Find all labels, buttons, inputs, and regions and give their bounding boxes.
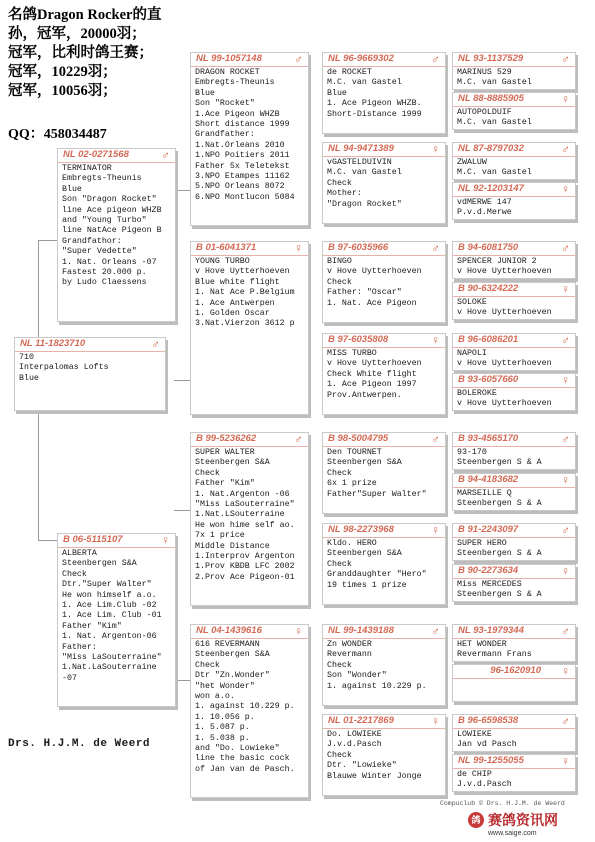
pigeon-line: Den TOURNET (327, 448, 382, 457)
pigeon-line: M.C. van Gastel (327, 168, 402, 178)
pigeon-line: Fastest 20.000 p. (62, 268, 147, 278)
pigeon-details (323, 157, 445, 212)
pigeon-details (453, 679, 575, 682)
pigeon-details (453, 538, 575, 561)
male-symbol-icon: ♂ (561, 523, 570, 537)
ring-number: NL 94-9471389 (328, 143, 394, 155)
pigeon-line: Steenbergen S & A (457, 549, 542, 559)
pigeon-line: Steenbergen S&A (195, 458, 270, 468)
pigeon-details (323, 67, 445, 122)
male-symbol-icon: ♂ (561, 432, 570, 446)
pigeon-line: J.v.d.Pasch (457, 780, 512, 790)
pigeon-line: 1. against 10.229 p. (195, 702, 295, 712)
pigeon-line: Check (327, 468, 352, 478)
pedigree-card-gen5 (452, 664, 576, 702)
ring-number: B 97-6035808 (328, 334, 389, 346)
pigeon-line: ALBERTA (62, 549, 97, 558)
pigeon-line: 1.Ace Pigeon WHZB (195, 109, 280, 119)
female-symbol-icon: ♀ (431, 142, 440, 156)
pigeon-details (323, 538, 445, 593)
female-symbol-icon: ♀ (561, 373, 570, 387)
pigeon-line: P.v.d.Merwe (457, 208, 512, 218)
pedigree-card-gen5 (452, 523, 576, 561)
pigeon-line: DRAGON ROCKET (195, 68, 260, 77)
pigeon-details (323, 729, 445, 784)
pedigree-card-gen5 (452, 473, 576, 511)
pigeon-line: v Hove Uytterhoeven (457, 308, 552, 318)
ring-number: B 94-6081750 (458, 242, 519, 254)
ring-number: B 97-6035966 (328, 242, 389, 254)
pigeon-line: 1. Nat. Ace Pigeon (327, 298, 417, 308)
pedigree-card-gen4 (322, 142, 446, 224)
pigeon-line: BOLEROKE (457, 389, 497, 398)
ring-number: B 91-2243097 (458, 524, 519, 536)
pigeon-line: and "Do. Lowieke" (195, 744, 280, 754)
pigeon-line: NAPOLI (457, 349, 487, 358)
pigeon-details (453, 639, 575, 662)
pedigree-card-gen4 (322, 432, 446, 514)
copyright-text: Compuclub © Drs. H.J.M. de Weerd (440, 800, 565, 807)
pigeon-line: AUTOPOLDUIF (457, 108, 512, 117)
pigeon-line: Check (327, 559, 352, 569)
male-symbol-icon: ♂ (431, 52, 440, 66)
male-symbol-icon: ♂ (431, 624, 440, 638)
watermark-url: www.saige.com (488, 830, 537, 837)
pigeon-line: 1.Nat.LSouterraine (195, 510, 285, 520)
pigeon-line: 710 (19, 353, 34, 362)
ring-number: B 90-6324222 (458, 283, 519, 295)
pedigree-card-gen4 (322, 523, 446, 605)
pigeon-line: Blue (195, 88, 215, 98)
male-symbol-icon: ♂ (561, 142, 570, 156)
pigeon-line: 1.Prov KBDB LFC 2002 (195, 562, 295, 572)
ring-number: B 96-6598538 (458, 715, 519, 727)
pigeon-line: 6.NPO Montlucon 5084 (195, 192, 295, 202)
pigeon-details (453, 197, 575, 220)
pigeon-line: Check (195, 660, 220, 670)
pigeon-line: YOUNG TURBO (195, 257, 250, 266)
female-symbol-icon: ♀ (561, 92, 570, 106)
pedigree-card-sire (57, 148, 176, 322)
pigeon-line: Steenbergen S & A (457, 590, 542, 600)
pigeon-line: MARSEILLE Q (457, 489, 512, 498)
watermark-title: 赛鸽资讯网 (488, 812, 558, 828)
pigeon-line: vGASTELDUIVIN (327, 158, 392, 167)
header-line: 冠军，10056羽； (8, 83, 117, 99)
pedigree-card-gen5 (452, 564, 576, 602)
male-symbol-icon: ♂ (561, 241, 570, 255)
female-symbol-icon: ♀ (161, 533, 170, 547)
pedigree-card-gen5 (452, 92, 576, 130)
ring-number: NL 99-1439188 (328, 625, 394, 637)
pigeon-line: M.C. van Gastel (457, 78, 532, 88)
pigeon-line: 5.NPO Orleans 8072 (195, 182, 285, 192)
pigeon-line: Dtr "Zn.Wonder" (195, 671, 270, 681)
pigeon-line: v Hove Uytterhoeven (457, 267, 552, 277)
pigeon-line: 1. Ace Pigeon 1997 (327, 380, 417, 390)
pigeon-line: "het Wonder" (195, 681, 255, 691)
pigeon-line: Steenbergen S&A (195, 650, 270, 660)
female-symbol-icon: ♀ (561, 664, 570, 678)
pigeon-line: 1. Ace Lim. Club -01 (62, 611, 162, 621)
female-symbol-icon: ♀ (561, 564, 570, 578)
pigeon-line: 1. Nat. Orleans -07 (62, 257, 157, 267)
pedigree-card-gen4 (322, 624, 446, 706)
pigeon-details (453, 256, 575, 279)
connector (174, 380, 190, 381)
ring-number: B 01-6041371 (196, 242, 257, 254)
pigeon-line: BINGO (327, 257, 352, 266)
qq-contact: QQ：458034487 (8, 127, 107, 142)
pigeon-line: 1.Nat.LaSouterraine (62, 663, 157, 673)
pigeon-line: 7x 1 price (195, 531, 245, 541)
pedigree-card-gen5 (452, 333, 576, 371)
ring-number: B 98-5004795 (328, 433, 389, 445)
pigeon-line: Steenbergen S&A (327, 549, 402, 559)
male-symbol-icon: ♂ (561, 624, 570, 638)
pedigree-card-gen4 (322, 714, 446, 796)
pigeon-line: Revermann Frans (457, 650, 532, 660)
pigeon-line: Father: (62, 642, 97, 652)
pedigree-card-gen5 (452, 241, 576, 279)
pigeon-line: J.v.d.Pasch (327, 740, 382, 750)
pigeon-line: Zn WONDER (327, 640, 372, 649)
male-symbol-icon: ♂ (561, 333, 570, 347)
male-symbol-icon: ♂ (431, 432, 440, 446)
header-line: 名鸽Dragon Rocker的直 (8, 7, 162, 23)
female-symbol-icon: ♀ (431, 333, 440, 347)
pigeon-line: 93-170 (457, 448, 487, 457)
site-logo-icon: 鸽 (468, 812, 484, 828)
female-symbol-icon: ♀ (561, 754, 570, 768)
ring-number: NL 11-1823710 (20, 338, 86, 350)
pedigree-card-gen5 (452, 754, 576, 792)
pigeon-details (323, 348, 445, 403)
pigeon-details (323, 639, 445, 694)
pigeon-line: He won himself a.o. (62, 590, 157, 600)
male-symbol-icon: ♂ (151, 337, 160, 351)
male-symbol-icon: ♂ (561, 52, 570, 66)
ring-number: B 93-4565170 (458, 433, 519, 445)
pigeon-line: Jan vd Pasch (457, 740, 517, 750)
pigeon-line: Check (195, 468, 220, 478)
pigeon-line: de CHIP (457, 770, 492, 779)
pigeon-line: Father: "Oscar" (327, 288, 402, 298)
pigeon-line: Check (327, 750, 352, 760)
pigeon-line: SUPER WALTER (195, 448, 255, 457)
pigeon-line: 19 times 1 prize (327, 580, 407, 590)
owner-name: Drs. H.J.M. de Weerd (8, 738, 151, 750)
pigeon-line: of Jan van de Pasch. (195, 764, 295, 774)
header-text (8, 6, 161, 101)
pigeon-line: Blue white flight (195, 277, 280, 287)
ring-number: NL 88-8885905 (458, 93, 524, 105)
watermark (471, 810, 558, 837)
pigeon-details (453, 447, 575, 470)
female-symbol-icon: ♀ (561, 282, 570, 296)
pedigree-card-sire-sire (190, 52, 309, 226)
pigeon-line: Check White flight (327, 369, 417, 379)
pedigree-card-gen4 (322, 52, 446, 134)
ring-number: NL 87-8797032 (458, 143, 524, 155)
pigeon-line: Grandfathor: (62, 236, 122, 246)
pigeon-line: won a.o. (195, 692, 235, 702)
pigeon-details (453, 729, 575, 752)
pigeon-line: SUPER HERO (457, 539, 507, 548)
pigeon-line: 6x 1 prize (327, 479, 377, 489)
pigeon-line: 1. Nat. Argenton-06 (62, 632, 157, 642)
female-symbol-icon: ♀ (561, 182, 570, 196)
pigeon-line: Steenbergen S & A (457, 458, 542, 468)
pigeon-line: 616 REVERMANN (195, 640, 260, 649)
pigeon-line: Blue (19, 373, 39, 383)
connector (38, 240, 57, 241)
pigeon-details (453, 388, 575, 411)
ring-number: NL 99-1255055 (458, 755, 524, 767)
ring-number: NL 01-2217869 (328, 715, 394, 727)
pigeon-line: 1. 10.056 p. (195, 712, 255, 722)
ring-number: NL 92-1203147 (458, 183, 524, 195)
male-symbol-icon: ♂ (561, 714, 570, 728)
pigeon-details (58, 548, 175, 686)
pigeon-line: 1. 5.038 p. (195, 733, 250, 743)
connector (38, 240, 39, 338)
pigeon-details (453, 67, 575, 90)
pedigree-card-gen5 (452, 714, 576, 752)
pedigree-card-dam (57, 533, 176, 707)
pigeon-details (191, 67, 308, 205)
pigeon-line: Dtr. "Lowieke" (327, 761, 397, 771)
pigeon-line: and "Young Turbo" (62, 216, 147, 226)
pigeon-line: Father "Kim" (62, 621, 122, 631)
pigeon-details (453, 488, 575, 511)
pigeon-line: 3.NPO Etampes 11162 (195, 172, 290, 182)
pigeon-details (453, 579, 575, 602)
pedigree-card-gen5 (452, 432, 576, 470)
pigeon-line: 1.NPO Poitiers 2011 (195, 151, 290, 161)
pigeon-line: 1.Nat.Orleans 2010 (195, 140, 285, 150)
pigeon-details (191, 639, 308, 777)
ring-number: NL 93-1137529 (458, 53, 524, 65)
pigeon-line: ZWALUW (457, 158, 487, 167)
pigeon-line: Steenbergen S&A (62, 559, 137, 569)
ring-number: NL 96-9669302 (328, 53, 394, 65)
connector (38, 540, 57, 541)
pigeon-line: Son "Wonder" (327, 671, 387, 681)
pigeon-line: 1. Ace Antwerpen (195, 298, 275, 308)
pigeon-line: Steenbergen S & A (457, 499, 542, 509)
pigeon-line: 1. Nat.Argenton -06 (195, 489, 290, 499)
ring-number: B 99-5236262 (196, 433, 257, 445)
pigeon-line: MISS TURBO (327, 349, 377, 358)
pigeon-line: Check (327, 277, 352, 287)
pigeon-line: 1. Ace Pigeon WHZB. (327, 99, 422, 109)
pedigree-card-gen5 (452, 282, 576, 320)
pigeon-details (453, 297, 575, 320)
pigeon-details (453, 157, 575, 180)
connector (38, 410, 39, 540)
pigeon-details (323, 447, 445, 502)
pigeon-line: "Miss LaSouterraine" (195, 500, 295, 510)
pedigree-card-subject (14, 337, 166, 411)
connector (174, 190, 190, 191)
pigeon-line: Embregts-Theunis (195, 78, 275, 88)
pedigree-card-gen5 (452, 182, 576, 220)
pigeon-line: Check (62, 569, 87, 579)
pigeon-line: M.C. van Gastel (457, 168, 532, 178)
pigeon-line: line NatAce Pigeon B (62, 226, 162, 236)
pigeon-line: Short-Distance 1999 (327, 109, 422, 119)
pigeon-line: M.C. van Gastel (457, 118, 532, 128)
ring-number: B 06-5115107 (63, 534, 123, 546)
pigeon-line: 1. Nat Ace P.Belgium (195, 288, 295, 298)
male-symbol-icon: ♂ (431, 241, 440, 255)
pigeon-line: v Hove Uytterhoeven (457, 399, 552, 409)
pigeon-line: SOLOKE (457, 298, 487, 307)
ring-number: NL 99-1057148 (196, 53, 262, 65)
pigeon-line: Son "Rocket" (195, 99, 255, 109)
pigeon-line: Mother: (327, 189, 362, 199)
pigeon-details (453, 107, 575, 130)
pigeon-line: -07 (62, 673, 77, 683)
pedigree-card-dam-sire (190, 432, 309, 606)
pigeon-line: Check (327, 660, 352, 670)
pigeon-details (58, 163, 175, 291)
ring-number: 96-1620910 (490, 665, 541, 677)
pigeon-line: line the basic cock (195, 754, 290, 764)
pigeon-details (15, 352, 165, 386)
pigeon-line: 1. 5.087 p. (195, 723, 250, 733)
pigeon-line: Interpalomas Lofts (19, 363, 109, 373)
pigeon-line: 1. Golden Oscar (195, 309, 270, 319)
pigeon-line: 3.Nat.Vierzon 3612 p (195, 319, 295, 329)
pigeon-line: Short distance 1999 (195, 120, 290, 130)
pigeon-line: 1. Ace Lim.Club -02 (62, 601, 157, 611)
pedigree-card-dam-dam (190, 624, 309, 798)
ring-number: B 93-6057660 (458, 374, 519, 386)
pigeon-line: Embregts-Theunis (62, 174, 142, 184)
pigeon-line: SPENCER JUNIOR 2 (457, 257, 537, 266)
pigeon-line: Do. LOWIEKE (327, 730, 382, 739)
ring-number: B 94-4183682 (458, 474, 519, 486)
male-symbol-icon: ♂ (294, 432, 303, 446)
pigeon-line: Revermann (327, 650, 372, 660)
pedigree-card-gen5 (452, 373, 576, 411)
ring-number: NL 93-1979344 (458, 625, 524, 637)
pedigree-card-gen5 (452, 142, 576, 180)
connector (174, 510, 190, 511)
header-line: 冠军，比利时鸽王赛； (8, 45, 153, 61)
pigeon-details (191, 447, 308, 585)
pigeon-line: Dtr."Super Walter" (62, 580, 152, 590)
ring-number: B 96-6086201 (458, 334, 519, 346)
pigeon-line: v Hove Uytterhoeven (327, 359, 422, 369)
pigeon-line: Miss MERCEDES (457, 580, 522, 589)
ring-number: NL 04-1439616 (196, 625, 262, 637)
pigeon-line: Blue (62, 184, 82, 194)
pigeon-details (453, 769, 575, 792)
pigeon-line: HET WONDER (457, 640, 507, 649)
pigeon-line: by Ludo Claessens (62, 278, 147, 288)
pigeon-details (453, 348, 575, 371)
pedigree-card-gen5 (452, 624, 576, 662)
header-line: 孙，冠军，20000羽； (8, 26, 146, 42)
pigeon-line: "Dragon Rocket" (327, 199, 402, 209)
pigeon-line: Father "Kim" (195, 479, 255, 489)
pigeon-line: He won hime self ao. (195, 520, 295, 530)
pigeon-line: Middle Distance (195, 541, 270, 551)
female-symbol-icon: ♀ (431, 523, 440, 537)
pigeon-line: vdMERWE 147 (457, 198, 512, 207)
pigeon-line: 1. against 10.229 p. (327, 681, 427, 691)
pigeon-line: Father 5x Teletekst (195, 161, 290, 171)
pigeon-line: Granddaughter "Hero" (327, 570, 427, 580)
pigeon-line: TERMINATOR (62, 164, 112, 173)
ring-number: B 90-2273634 (458, 565, 519, 577)
female-symbol-icon: ♀ (561, 473, 570, 487)
connector (174, 680, 190, 681)
pigeon-line: 1.Interprov Argenton (195, 552, 295, 562)
pigeon-line: Check (327, 178, 352, 188)
header-line: 冠军，10229羽； (8, 64, 117, 80)
pedigree-card-gen4 (322, 333, 446, 415)
pigeon-line: 2.Prov Ace Pigeon-01 (195, 572, 295, 582)
pigeon-line: MARINUS 529 (457, 68, 512, 77)
pigeon-details (323, 256, 445, 311)
pigeon-line: Blauwe Winter Jonge (327, 771, 422, 781)
pigeon-details (191, 256, 308, 332)
pigeon-line: M.C. van Gastel (327, 78, 402, 88)
female-symbol-icon: ♀ (431, 714, 440, 728)
ring-number: NL 98-2273968 (328, 524, 394, 536)
pedigree-card-sire-dam (190, 241, 309, 415)
pigeon-line: Son "Dragon Rocket" (62, 195, 157, 205)
pigeon-line: Blue (327, 88, 347, 98)
pigeon-line: Father"Super Walter" (327, 489, 427, 499)
pigeon-line: Steenbergen S&A (327, 458, 402, 468)
pedigree-card-gen4 (322, 241, 446, 323)
male-symbol-icon: ♂ (161, 148, 170, 162)
pigeon-line: Grandfather: (195, 130, 255, 140)
female-symbol-icon: ♀ (294, 624, 303, 638)
pigeon-line: de ROCKET (327, 68, 372, 77)
pigeon-line: Prov.Antwerpen. (327, 390, 402, 400)
pigeon-line: line Ace pigeon WHZB (62, 205, 162, 215)
pigeon-line: v Hove Uytterhoeven (457, 359, 552, 369)
female-symbol-icon: ♀ (294, 241, 303, 255)
pigeon-line: Kldo. HERO (327, 539, 377, 548)
ring-number: NL 02-0271568 (63, 149, 129, 161)
pigeon-line: LOWIEKE (457, 730, 492, 739)
pigeon-line: "Super Vedette" (62, 247, 137, 257)
pigeon-line: v Hove Uytterhoeven (195, 267, 290, 277)
pigeon-line: v Hove Uytterhoeven (327, 267, 422, 277)
male-symbol-icon: ♂ (294, 52, 303, 66)
pedigree-card-gen5 (452, 52, 576, 90)
pigeon-line: "Miss LaSouterraine" (62, 653, 162, 663)
